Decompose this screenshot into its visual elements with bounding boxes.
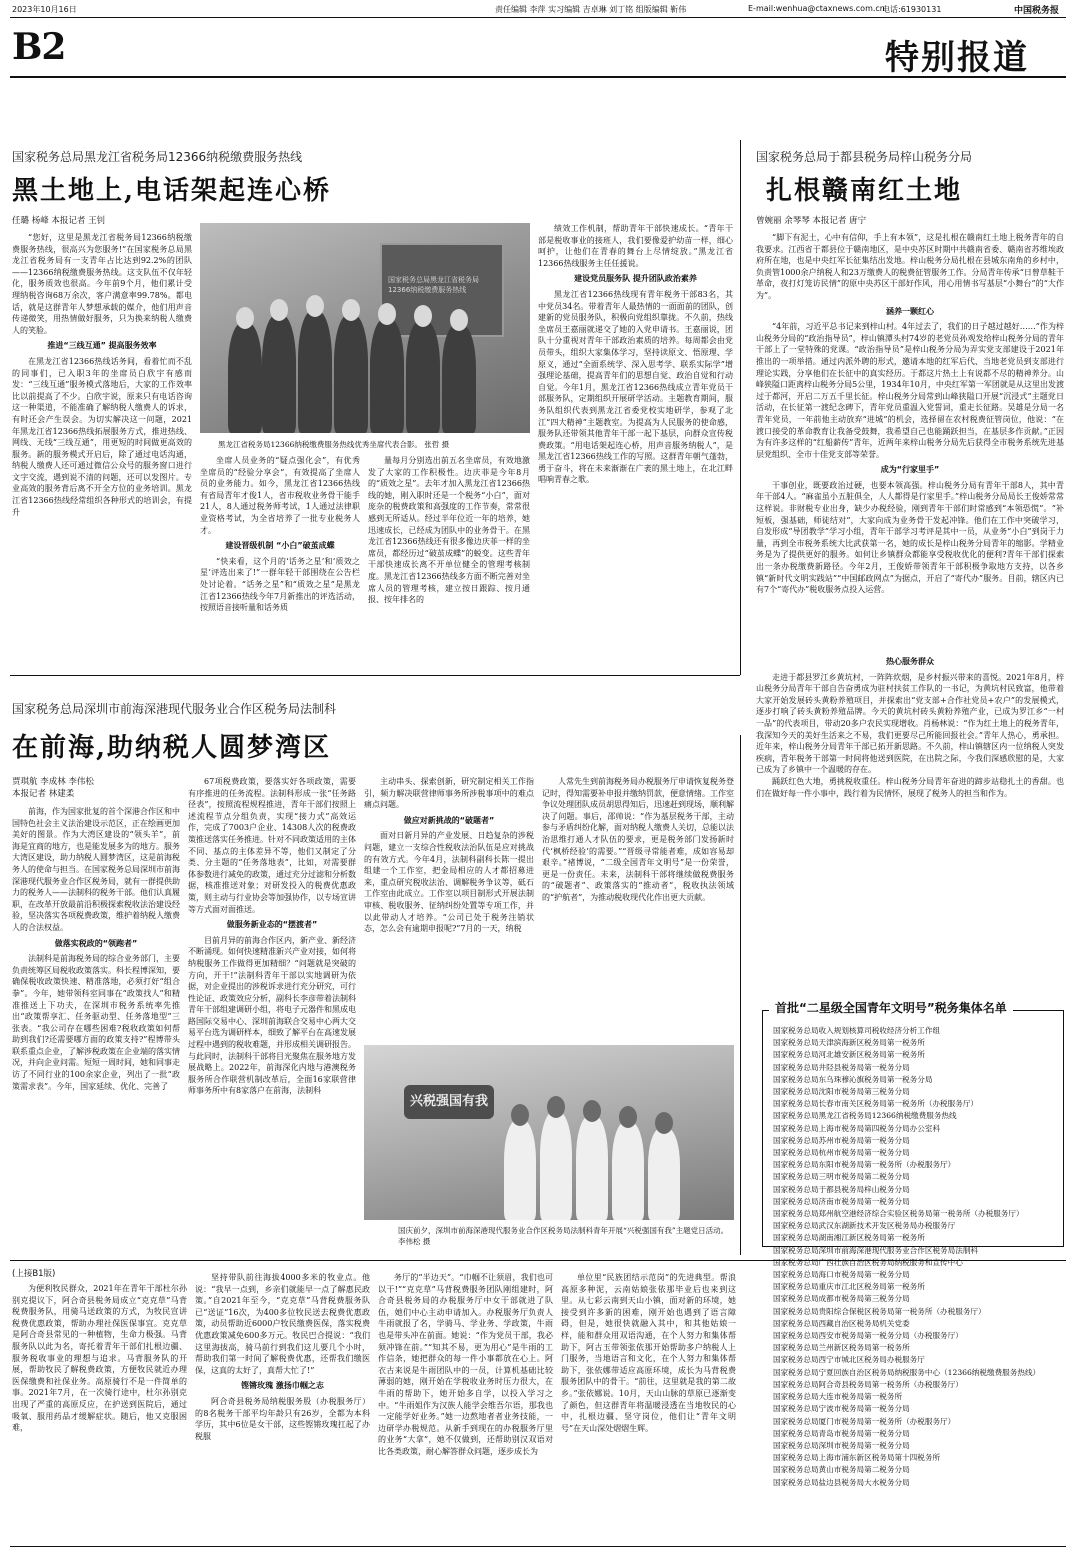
paragraph: 干事创业，既要政治过硬，也要本领高强。梓山税务分局有青年干部8人，其中青年干部4人。“麻雀虽小五脏俱全，人人都得是行家里手。”梓山税务分局局长王俊娇常常这样说。非财税专业出身，缺少办税经验，刚到青年干部们时常感到“本领恐慌”。“补短板，强基础，师徒结对”，大家向成为业务骨干发起冲锋。他们在工作中突破学习，自发形成“导团教学”学习小组，青年干部学习考评是其中一员，从业务“小白”到岗于力量，再到全市税务系统大比武获第一名，她的成长是梓山税务分局青年的缩影。学精业务是为了提供更好的服务。如何让乡镇群众都能享受税收优化的便利?青年干部们探索出一条办税缴费新路径。今年2月，王俊娇带领青年干部积极争取地方支持，以各乡镇“新时代文明实践站”“中国邮政网点”为据点，开启了“寄代办”服务。目前，辖区内已有7个“寄代办”税收服务点投入运营。 <box>756 480 1064 595</box>
article1-title: 黑土地上,电话架起连心桥 <box>12 176 332 206</box>
paragraph: 单位里“民族团结示范岗”的先进典型。帮浪高原多种泥，云南姑娘张依那毕业后也来到这里。从七彩云南到天山小镇，面对新的环境，她接受到许多新的困难，刚开始也遇到了语言障碍，但是，她很快就融入其中，和其他姑娘一样，能和群众用双语沟通，在个人努力和集体帮助下，阿古玉带领张依那开始帮助多户纳税人上门服务，当地语言和文化，在个人努力和集体帮助下，张依娜带适应高原环境，成长为马背税费服务团队中的骨干。“前往，这里就是我的第二故乡。”张依娜说。10月，天山山脉的草原已逐渐变了颜色，但这群青年将温暖浸透在当地牧民的心中，扎根边疆、坚守岗位，他们让“青年文明号”在天山深处熠熠生辉。 <box>561 1273 736 1433</box>
honor-list-item: 国家税务总局东阳市税务局第一税务所（办税服务厅） <box>773 1160 956 1170</box>
article1-col4 <box>538 223 733 666</box>
honor-list-item: 国家税务总局于都县税务局梓山税务分局 <box>773 1184 910 1194</box>
article3-kicker: 国家税务总局深圳市前海深港现代服务业合作区税务局法制科 <box>12 702 337 716</box>
honor-list-item: 国家税务总局河北雄安新区税务局第一税务所 <box>773 1050 925 1060</box>
honor-list-item: 国家税务总局重庆市江北区税务局第一税务所 <box>773 1282 925 1292</box>
subheading: 做应对新挑战的“破题者” <box>403 815 495 825</box>
honor-list-item: 国家税务总局西安市税务局第一税务分局（办税服务厅） <box>773 1331 963 1341</box>
paragraph: 踊跃红色大地，勇挑税收重任。梓山税务分局青年奋进的蹄步站稳扎土的香甜。也们在做好每一件小事中，践行着为民情怀，展现了税务人的担当和作为。 <box>756 776 1064 798</box>
honor-list-item: 国家税务总局井陉县税务局第一税务分局 <box>773 1062 910 1072</box>
continued-col1 <box>12 1283 187 1541</box>
subheading: 铿锵玫瑰 激扬巾帼之志 <box>241 1381 324 1391</box>
honor-list-title: 首批“二星级全国青年文明号”税务集体名单 <box>769 999 1013 1016</box>
honor-list-box <box>762 1001 1064 1487</box>
article1-col2 <box>200 455 360 666</box>
page-number: B2 <box>12 26 66 68</box>
honor-list-item: 国家税务总局苏州市税务局第一税务分局 <box>773 1135 910 1145</box>
subheading: 做落实税政的“领跑者” <box>54 938 138 948</box>
honor-list-item: 国家税务总局海口市税务局第一税务分局 <box>773 1270 910 1280</box>
article1-kicker: 国家税务总局黑龙江省税务局12366纳税缴费服务热线 <box>12 150 303 164</box>
article2-kicker: 国家税务总局于都县税务局梓山税务分局 <box>756 150 973 164</box>
paragraph: 人常先生到前海税务局办税服务厅申请恢复税务登记时，得知需要补申报并缴纳罚款，便意情绪。工作室争议处理团队成员胡思得知后，迅速赶到现场，顺利解决了问题。事后，邵帅说：“作为基层税务干部，主动参与矛盾纠纷化解，面对纳税人缴费人关切，总能以法治思维打通人才队伍的要求，更是税务部门发扬新时代‘枫桥经验’的需要。”“晋级寻常能者难，成如容易却艰辛。”褚博说，“二级全国青年文明号”是一份荣誉，更是一份责任。未来，法制科干部将继续做税费服务的“破题者”、政策落实的“推动者”，税收执法领域的“护航者”，为推动税收现代化作出更大贡献。 <box>542 777 734 902</box>
article3-col1 <box>12 806 180 1250</box>
article3-title: 在前海,助纳税人圆梦湾区 <box>12 733 332 763</box>
subheading: 建设晋级机制 “小白”破茧成蝶 <box>225 541 335 551</box>
newspaper-name: 中国税务报 <box>1014 6 1060 16</box>
honor-list-item: 国家税务总局长春市南关区税务局第一税务所（办税服务厅） <box>773 1099 979 1109</box>
article2-body <box>756 232 1064 652</box>
wall-sign: 国家税务总局黑龙江省税务局 12366纳税缴费服务热线 <box>380 243 504 337</box>
paragraph: 面对日新月异的产业发展、日趋复杂的涉税问题，建立一支综合性税收法治队伍是应对挑战的有效方式。今年4月，法制科副科长陈一提出组建一个工作室，把金局相应的人才都招募进来，重点研究税收法治、调解税务争议等，砥石工作室由此成立。工作室以项目制形式开展法制审核、税收服务、征纳纠纷处置等专项工作，并以此带动人才培养。“公司已处于税务注销状态，怎么会有逾期申报呢?”7月的一天，纳税 <box>364 831 534 934</box>
paragraph: “快来看，这个月的‘话务之星’和‘质效之星’评选出来了!”一群年轻干部围绕在公告栏处讨论着。“话务之星”和“质效之星”是黑龙江省12366热线今年7月新推出的评选活动，按照语音接听量和话务质 <box>200 556 360 613</box>
team-group-photo <box>200 223 530 433</box>
honor-list-item: 国家税务总局天津滨海新区税务局第一税务所 <box>773 1038 925 1048</box>
paragraph: 阿合奇县税务局纳税服务股（办税服务厅）的8名税务干部平均年龄只有26岁，全都为本科学历，其中6位是女干部，这些铿锵玫瑰扛起了办税服 <box>195 1396 370 1441</box>
honor-list-item: 国家税务总局青岛市税务局第一税务分局 <box>773 1428 910 1438</box>
paragraph: 走进于都县罗江乡黄坑村，一阵阵炊烟，是乡村振兴带来的喜悦。2021年8月，梓山税务分局青年干部自告奋勇成为驻村扶贫工作队的一书记，为黄坑村民致富，他带着大家开始发展砖头黄粉养殖项目，并探索出“党支部+合作社党员+农户”的发展模式，逐步打响了砖头黄粉养殖品牌。今天的黄坑村砖头黄粉养殖产业，已成为罗江乡“一村一品”的代表项目，带动20多户农民实现增收。肖杨林说：“作为红土地上的税务青年，我深知今天的美好生活来之不易，我们更要尽己所能回报社会。”青年人热心，勇承担。近年来，梓山税务分局青年干部已拓开新思路。不久前，梓山镇辖区内一位纳税人突发疾病，青年税务干部第一时间将他送到医院，在出院之际，今我们深感欣慰的是，大家已成为了乡镇中一个温暖的存在。 <box>756 672 1064 775</box>
subheading: 热心服务群众 <box>886 657 934 666</box>
honor-list <box>773 1025 1057 1487</box>
honor-list-item: 国家税务总局东乌珠穆沁旗税务局第一税务分局 <box>773 1074 933 1084</box>
honor-list-item: 国家税务总局大连市税务局第一税务所 <box>773 1392 903 1402</box>
honor-list-item: 国家税务总局深圳市前海深港现代服务业合作区税务局法制科 <box>773 1245 979 1255</box>
honor-list-item: 国家税务总局郑州航空港经济综合实验区税务局第一税务所（办税服务厅） <box>773 1209 1024 1219</box>
paragraph: 绩效工作机制，帮助青年干部快速成长。“青年干部是税收事业的接班人，我们要像爱护幼苗一样，细心呵护，让他们在青春的舞台上尽情绽放。”黑龙江省12366热线服务主任任援说。 <box>538 224 733 268</box>
honor-list-item: 国家税务总局西宁市城北区税务局办税服务厅 <box>773 1355 925 1365</box>
paragraph: 务厅的“半边天”。“巾帼不让须眉，我们也可以干!”“克克草”马背税费服务团队刚组建时，阿合奇县税务局的办税服务厅中女干部就进了队伍，她们中心主动申请加入。办税服务厅负责人牛雨就报了名，学骑马、学业务、学政策，牛雨也是带头冲在前面。她说：“作为党员干部，我必须冲锋在前。”“知其不易，更为用心”是牛雨的工作信条，她把群众的每一件小事都放在心上。阿衣古来说是牛雨团队中的一员，计算机基础比较薄弱的她，刚开始在学税收业务时压力很大，在牛雨的帮助下，她开始多自学，以投入学习之中。“牛雨姐作为汉族人能学会维吾尔语，那我也一定能学好业务。”她一边熬地者者业务技能，一边研学办税规范。从新手到现在的办税服务厅里的业务“大拿”，她不仅做到，还帮助别汉双语对比各类政策，耐心解答群众问题，逐步成长为 <box>378 1273 553 1456</box>
subheading: 建设党员服务队 提升团队政治素养 <box>574 274 697 284</box>
paragraph: “您好，这里是黑龙江省税务局12366纳税缴费服务热线，很高兴为您服务!”在国家税务总局黑龙江省税务局有一支青年占比达到92.2%的团队——12366纳税缴费服务热线。这支队伍不仅年轻化，服务质效也很高。今年前9个月，他们累计受理纳税咨询68万余次，客户满意率99.78%。都电话，就是这群青年人梦想承载的媒介，他们用声音传递微笑，用热情做好服务，只为换来纳税人缴费人的笑脸。 <box>12 233 192 335</box>
section-name: 特别报道 <box>885 38 1029 78</box>
article1-col1 <box>12 232 192 666</box>
honor-list-item: 国家税务总局成都市税务局第三税务分局 <box>773 1294 910 1304</box>
article3-byline: 贾琪航 李成林 李伟松 本报记者 林建柔 <box>12 777 94 799</box>
phone-line: 电话:61930131 <box>882 5 942 14</box>
paragraph: 黑龙江省12366热线现有青年税务干部83名，其中党员34名。带着青年人最热情的一面面前的团队，创建新的党员服务队，积极向党组织靠拢。不久前，热线坐席员王嘉丽就递交了她的入党申请书。王嘉丽说，团队十分重视对青年干部政治素质的培养。每周都会由党员带头，组织大家集体学习，坚持读原文、悟原理、学原义，通过“全面系统学、深入思考学、联系实际学”增强理论基础，提高青年们的思想自觉、政治自觉和行动自觉。今年1月，黑龙江省12366热线成立青年党员干部服务队，定期组织开展研学活动。主题教育期间，服务队组织代表到黑龙江省委党校实地研学，参观了北江“四大精神”主题教室。为提高为人民服务的使命感，服务队还带领其他青年干部一起下基层，向群众宣传税费政策。“用电话架起连心桥，用声音服务纳税人”，是黑龙江省12366热线工作的写照。这群青年朝气蓬勃，勇于奋斗，将在未来渐渐在广袤的黑土地上，在北江畔唱响青春之歌。 <box>538 289 733 485</box>
article3-col3 <box>364 776 534 1038</box>
paragraph: 67项税费政策，要落实好各项政策，需要有序推进的任务流程。法制科形成一张“任务路径表”，按照流程规程推进，青年干部们按照上述流程节点分组负责，实现“接力式”高效运作，完成了7003户企业、14308人次的税费政策推送落实任务推进。针对不同政策适用的主体不同、基点的主体差异不等，他们又制定了分类、分主题的“任务落地表”，比如，对需要群体参数进行减免的政策，通过充分过滤和分析数据，核准推送对象；对研发投入的税费优惠政策，则主动与行业协会等加强协作，以专场宣讲等方式面对面推送。 <box>188 777 356 914</box>
honor-list-item: 国家税务总局贵阳综合保税区税务局第一税务所（办税服务厅） <box>773 1306 986 1316</box>
issue-date: 2023年10月16日 <box>12 5 77 14</box>
honor-list-item: 国家税务总局上海市税务局第四税务分局办公室科 <box>773 1123 941 1133</box>
article3-col4 <box>542 776 734 1038</box>
paragraph: 坚持带队前往海拔4000多米的牧业点。他说：“我早一点到，乡亲们就能早一点了解惠民政策。”自2021年至今，“克克草”马背税费服务队已“送证”16次，为400多位牧民送去税费优惠政策，动员帮助近6000户牧民缴费医保，落实税费优惠政策减免600多万元。牧民巴合提说：“我们这里海拔高，骑马前行到我们这儿要几个小时，帮助我们第一时间了解税费优惠，还帮我们缴医保，这真的太好了，真帮大忙了!” <box>195 1273 370 1375</box>
honor-list-item: 国家税务总局杭州市税务局第一税务分局 <box>773 1148 910 1158</box>
honor-list-item: 国家税务总局济南市税务局第一税务分局 <box>773 1196 910 1206</box>
honor-list-item: 国家税务总局宁波市税务局第一税务分局 <box>773 1404 910 1414</box>
honor-list-item: 国家税务总局西藏自治区税务局机关党委 <box>773 1318 910 1328</box>
honor-list-item: 国家税务总局阿合奇县税务局第一税务所（办税服务厅） <box>773 1379 963 1389</box>
slogan-sign: 兴税强国有我 <box>404 1085 494 1119</box>
paragraph: 坐席人员业务的“疑点强化会”，有优秀坐席员的“经验分享会”，有效提高了坐席人员的业务能力。如今，黑龙江省12366热线有省局青年才俊1人，省市税收业务骨干能手21人，8人通过税务师考试，1人通过法律职业资格考试，为全省培养了一批专业税务人才。 <box>200 456 360 535</box>
subheading: 做服务新业态的“摆渡者” <box>226 920 318 930</box>
honor-list-item: 国家税务总局黑龙江省税务局12366纳税缴费服务热线 <box>773 1111 957 1121</box>
honor-list-item: 国家税务总局湖南湘江新区税务局第一税务所 <box>773 1233 925 1243</box>
honor-list-item: 国家税务总局宁夏回族自治区税务局纳税服务中心（12366纳税缴费服务热线） <box>773 1367 1041 1377</box>
article1-col3 <box>368 455 530 666</box>
paragraph: 目前月异的前海合作区内，新产业、新经济不断涌现。如何快速精准新兴产业对接，如何将纳税服务工作做得更加精细？“问题就是突破的方向，开干!”法制科青年干部以实地调研为依据，对企业提出的涉税诉求进行充分研究，可行性论证、政策效应分析，副科长李彦带着法制科青年干部组建调研小组，将电子元器件和黑成电路国际交易中心、深圳前海联合交易中心两大交易平台选为调研样本，细致了解平台在高速发展过程中遇到的税收难题，并形成相关调研报告。与此同时，法制科干部将目光聚焦在服务地方发展战略上。2022年，前海深化内地与港澳税务服务所合作联营机制改革后，全面16家联营律师事务所中有8家落户在前海，法制科 <box>188 935 356 1096</box>
continued-col2 <box>195 1272 370 1541</box>
paragraph: 法制科是前海税务局的综合业务部门，主要负责统筹区局税收政策落实。科长程博深知，要确保税收政策快速、精准落地，必须打好“组合拳”。今年，她带领科室同事在“政策找人”和精准推送上下功夫，在深圳市税务系统率先推出“政策帮享汇、任务驱动型、任务落地型”三张表。“我公司存在哪些困难?税收政策如何帮助到我们?还需要哪方面的政策支持?”程博带头联系重点企业，了解涉税政策在企业端的落实情况，并向企业问需。短短一周时间，她和同事走访了不同行业的100余家企业，列出了一批“政策需求表”。今年，国家延续、优化、完善了 <box>12 954 180 1091</box>
continued-label: (上接B1版) <box>12 1269 56 1279</box>
subheading: 推进“三线互通” 提高服务效率 <box>47 341 157 351</box>
honor-list-item: 国家税务总局广西壮族自治区税务局纳税服务和宣传中心 <box>773 1257 963 1267</box>
honor-list-item: 国家税务总局兰州新区税务局第一税务所 <box>773 1343 910 1353</box>
honor-list-item: 国家税务总局盐边县税务局大水税务分局 <box>773 1477 910 1487</box>
paragraph: 在黑龙江省12366热线话务间，看着忙而不乱的同事们，已入职3年的坐席员白欣宇有感而发：“三线互通”服务模式落地后，大家的工作效率比以前提高了不少。白欣宇说，原来只有电话咨询这一种渠道，不能准确了解纳税人缴费人的诉求，有时还会产生误会。为切实解决这一问题，2021年黑龙江省12366热线拓展服务方式，推进热线、网线、无线“三线互通”，用更短的时间做更高效的服务。新的服务模式开启后，除了通过电话沟通，纳税人缴费人还可通过微信公众号的服务窗口进行文字交流，遇到说不清的问题，还可以发图片。专业高效的服务背后离不开全方位的业务培训。黑龙江省12366热线经常组织各种形式的培训会，有提升 <box>12 356 192 517</box>
article2-byline: 曾婉丽 余琴琴 本报记者 唐宁 <box>756 216 867 226</box>
photo1-caption: 黑龙江省税务局12366纳税缴费服务热线优秀坐席代表合影。 张哲 摄 <box>218 440 450 449</box>
honor-list-item: 国家税务总局三明市税务局第二税务分局 <box>773 1172 910 1182</box>
editors-line: 责任编辑 李萍 实习编辑 吉卓琳 刘丁铭 组版编辑 靳伟 <box>495 5 687 14</box>
article2-title: 扎根赣南红土地 <box>766 176 963 206</box>
honor-list-item: 国家税务总局深圳市税务局第一税务分局 <box>773 1440 910 1450</box>
continued-col4 <box>561 1272 736 1541</box>
honor-list-item: 国家税务总局武汉东湖新技术开发区税务局办税服务厅 <box>773 1221 956 1231</box>
subheading: 涵养一颗红心 <box>886 306 934 316</box>
email-line: E-mail:wenhua@ctaxnews.com.cn <box>748 4 885 13</box>
paragraph: “4年前，习近平总书记来到梓山村。4年过去了，我们的日子越过越好……”作为梓山税务分局的“政治指导员”，梓山镇潭头村74岁的老党员孙观发给梓山税务分局的青年干部上了一堂特殊的党课。“政治指导员”是梓山税务分局为弄实党支部建设于2021年推出的一项举措。通过内派外聘的形式，邀请本地的红军后代、当地老党员到支部进行理论实践，分享他们在长征中的真实经历。于都这片热土上有说都不尽的精神养分。山峰狭隘口距离梓山税务分局5公里，1934年10月，中央红军第一军团就是从这里出发渡过于都河，开启二万五千里长征。梓山税务分局常到山峰狭隘口开展“沉浸式”主题党日活动，在长征第一渡纪念碑下，青年党员重温入党誓词，重走长征路。吴雄是分局一名青年党员，一年前他主动放弃“进城”的机会，选择留在农村税费征管岗位，他说：“在渡口接受的革命教育让我备受鼓舞，我希望自己也能踊跃担当，在基层多作贡献。”正因为有许多这样的“红船薪传”青年，近两年来梓山税务分局先后获得全市税务系统先进基层党组织、全市十佳党支部等荣誉。 <box>756 322 1064 459</box>
honor-list-item: 国家税务总局黄山市税务局第二税务分局 <box>773 1465 910 1475</box>
honor-list-item: 国家税务总局厦门市税务局第一税务所（办税服务厅） <box>773 1416 956 1426</box>
honor-list-item: 国家税务总局收入规划核算司税收经济分析工作组 <box>773 1026 941 1035</box>
party-day-photo <box>364 1045 734 1220</box>
photo2-caption: 国庆前夕，深圳市前海深港现代服务业合作区税务局法制科青年开展“兴税强国有我”主题党日活动。 李伟松 摄 <box>398 1226 729 1246</box>
continued-col3 <box>378 1272 553 1541</box>
honor-list-item: 国家税务总局上海市浦东新区税务局第十四税务所 <box>773 1453 941 1463</box>
paragraph: 主动串头、探索创新，研究制定相关工作指引，频力解决联营律师事务所涉税事项中的难点痛点问题。 <box>364 777 534 810</box>
article2-body-cont <box>756 652 1064 952</box>
article3-col2 <box>188 776 356 1250</box>
paragraph: 为便利牧民群众，2021年在青年干部杜尔孙别克提议下，阿合奇县税务局成立“克克草”马背税费服务队，用骑马送政策的方式，为牧民宣讲税费优惠政策，帮助办理社保医保事宜。克克草是阿合奇县常见的一种植物，生命力极强。马背服务队以此为名，寄托着青年干部们扎根边疆、服务税收事业的理想与追求。马背服务队的开展，帮助牧民了解税费政策，方便牧民就近办理医保缴费和社保业务。高原骑行不是一件简单的事。2021年7月，在一次骑行途中，杜尔孙别克出现了严重的高原反应，在护送到医院后，通过吸氧、服用药品才缓解症状。随后，他又克服困难， <box>12 1284 187 1433</box>
paragraph: 前海，作为国家批复的首个深港合作区和中国特色社会主义法治建设示范区，正在绘画更加美好的图景。作为大湾区建设的“领头羊”，前海是宜商的地方，也是能发展多为的地方。服务大湾区建设，助力纳税人圆梦湾区，这是前海税务人的使命与担当。在国家税务总局深圳市前海深港现代服务业合作区税务局，就有一群提供助力的税务人——法制科的税务干部。他们认真履职，在改革开放最前沿积极探索税收法治建设经验，坚决落实各项税费政策，维护着纳税人缴费人的合法权益。 <box>12 807 180 932</box>
honor-list-item: 国家税务总局沈阳市税务局第三税务分局 <box>773 1087 910 1097</box>
paragraph: “脚下有泥土，心中有信仰，手上有本领”，这是扎根在赣南红土地上税务青年的自我要求。江西省于都县位于赣南地区，是中央苏区时期中共赣南省委、赣南省苏维埃政府所在地，也是中央红军长征集结出发地。梓山税务分局扎根在县城东南角的乡村中，负责管1000余户纳税人和23万缴费人的税费征管服务工作。分局青年传承“日曾草鞋干革命，夜打灯笼访民情”的原中央苏区干部好作风，用心用情书写基层“小舞台”的“大作为”。 <box>756 233 1064 300</box>
subheading: 成为“行家里手” <box>880 465 940 475</box>
article1-byline: 任璐 杨峰 本报记者 王钊 <box>12 216 106 226</box>
paragraph: 量每月分别选出前五名坐席员，有效地激发了大家的工作积极性。边庆菲是今年8月的“质效之星”。去年才加入黑龙江省12366热线的她，刚入职时还是一个税务“小白”，面对庞杂的税费政策和高强度的工作节奏，常常很感到无所适从。经过半年位近一年的培养，她迅速成长，已经成为团队中的业务骨干。在黑龙江省12366热线还有很多像边庆菲一样的坐席员，都经历过“破茧成蝶”的蜕变。这些青年干部快速成长离不开单位健全的管理考核制度。黑龙江省12366热线多方面不断完善对坐席人员的管理考核，建立按日跟踪、按月通报、按年排名的 <box>368 456 530 605</box>
